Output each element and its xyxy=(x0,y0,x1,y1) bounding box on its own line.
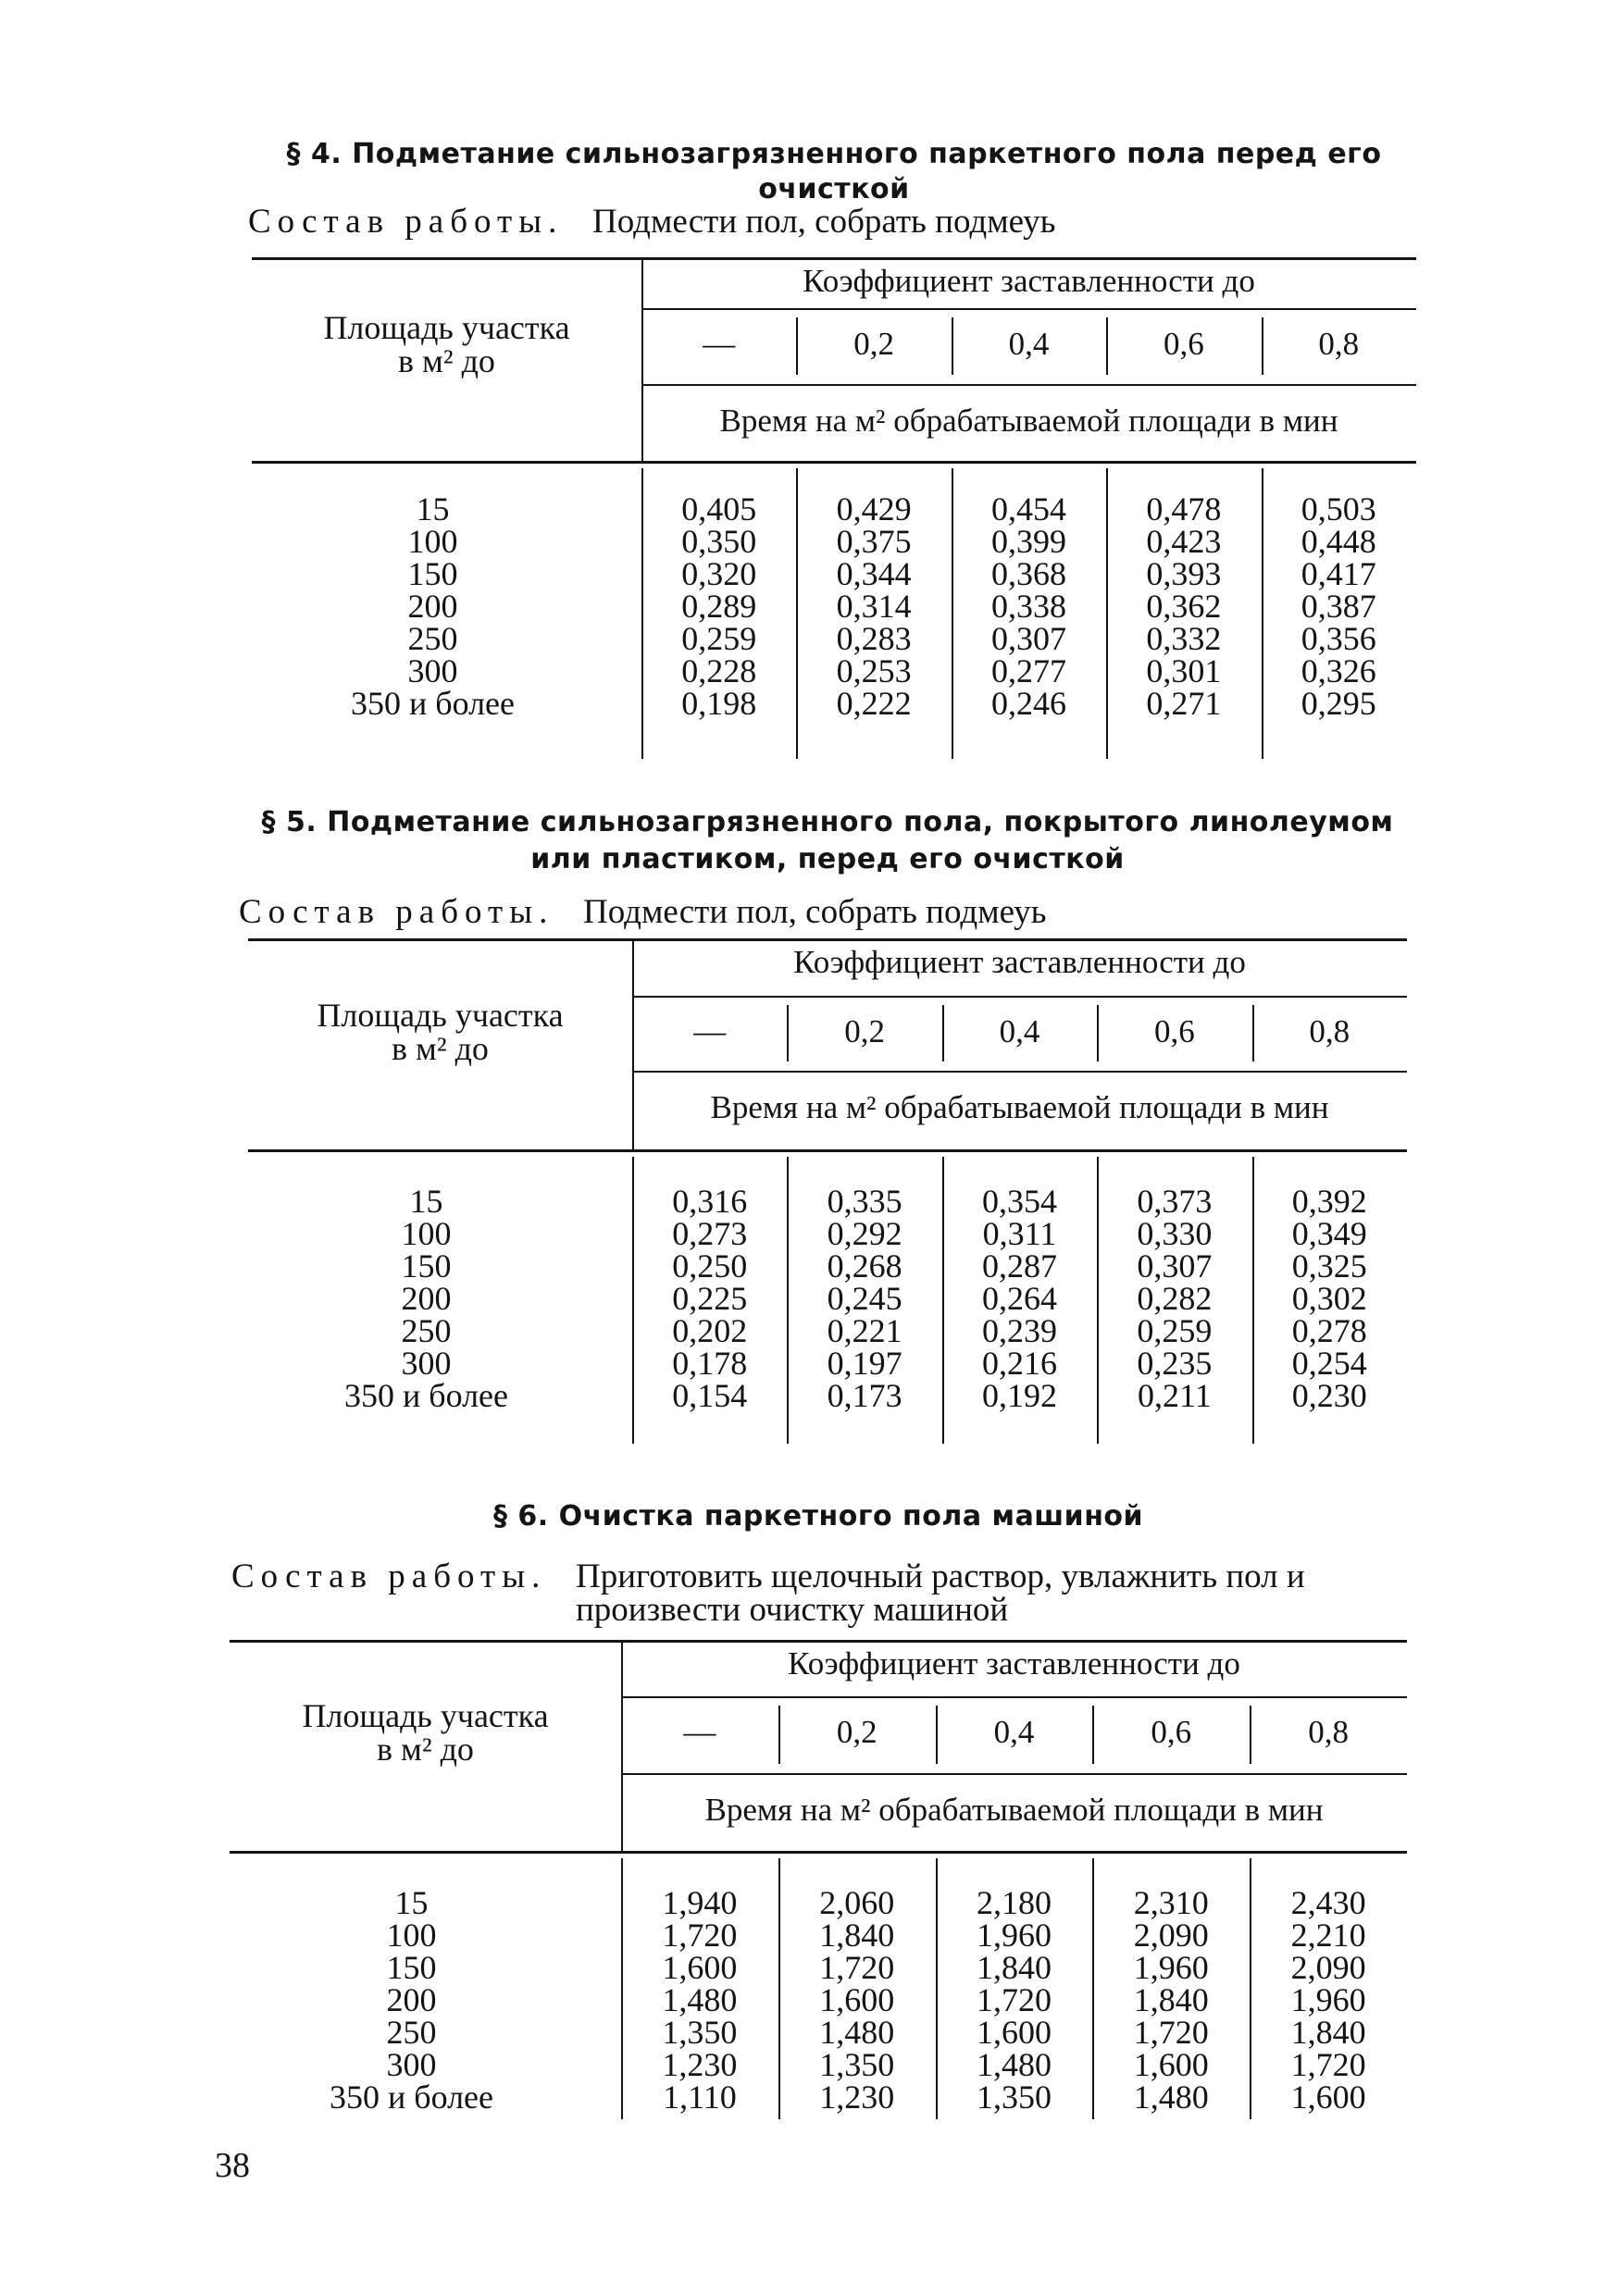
table-cell: 0,283 xyxy=(836,620,912,657)
table-cell: 0,344 xyxy=(836,555,912,592)
table-cell: 1,960 xyxy=(1133,1949,1209,1986)
table-cell: 0,271 xyxy=(1146,685,1222,722)
row-area-label: 15 xyxy=(394,1884,429,1921)
section-title-line-2: или пластиком, перед его очисткой xyxy=(530,843,1125,875)
section-title: § 5. Подметание сильнозагрязненного пола, покрытого линолеумом xyxy=(261,806,1394,838)
row-area-label: 150 xyxy=(386,1949,437,1986)
table-cell: 1,350 xyxy=(819,2046,895,2083)
table-cell: 0,320 xyxy=(681,555,757,592)
coef-column-header: — xyxy=(693,1013,727,1049)
table-cell: 1,600 xyxy=(1133,2046,1209,2083)
table-cell: 2,210 xyxy=(1290,1917,1366,1954)
row-area-label: 100 xyxy=(407,523,458,560)
coef-column-header: 0,6 xyxy=(1154,1013,1195,1049)
table-cell: 0,192 xyxy=(981,1377,1057,1414)
table-cell: 0,405 xyxy=(681,490,757,527)
table-cell: 0,326 xyxy=(1301,652,1376,689)
time-header: Время на м² обрабатываемой площади в мин xyxy=(704,1792,1324,1828)
row-area-label: 250 xyxy=(407,620,458,657)
table-cell: 1,350 xyxy=(976,2079,1052,2116)
area-header: Площадь участка xyxy=(317,997,564,1034)
row-area-label: 350 и более xyxy=(343,1377,509,1414)
table-cell: 0,417 xyxy=(1301,555,1376,592)
work-composition-text: Приготовить щелочный раствор, увлажнить пол и xyxy=(576,1558,1305,1595)
work-composition-text: Подмести пол, собрать подмеуь xyxy=(583,893,1047,931)
coef-columns-rule xyxy=(632,1071,1407,1073)
table-cell: 0,273 xyxy=(672,1215,748,1252)
table-cell: 2,430 xyxy=(1290,1884,1366,1921)
table-cell: 1,350 xyxy=(662,2014,738,2051)
row-area-label: 250 xyxy=(401,1312,452,1349)
row-area-label: 15 xyxy=(409,1183,443,1220)
table-cell: 0,295 xyxy=(1301,685,1376,722)
table-cell: 2,180 xyxy=(976,1884,1052,1921)
area-header: Площадь участка xyxy=(302,1697,549,1734)
coef-header: Коэффициент заставленности до xyxy=(803,263,1255,299)
table-cell: 0,239 xyxy=(981,1312,1057,1349)
table-cell: 2,060 xyxy=(819,1884,895,1921)
coef-column-header: 0,8 xyxy=(1318,326,1360,362)
coef-column-header: 0,4 xyxy=(999,1013,1040,1049)
area-unit: в м² до xyxy=(392,1030,489,1067)
table-cell: 0,325 xyxy=(1291,1247,1367,1285)
table-cell: 1,480 xyxy=(819,2014,895,2051)
row-area-label: 250 xyxy=(386,2014,437,2051)
table-cell: 1,480 xyxy=(976,2046,1052,2083)
table-cell: 0,292 xyxy=(827,1215,902,1252)
table-cell: 0,316 xyxy=(672,1183,748,1220)
table-cell: 0,173 xyxy=(827,1377,902,1414)
coef-column-header: 0,6 xyxy=(1164,326,1204,362)
table-cell: 1,110 xyxy=(663,2079,737,2116)
table-cell: 0,211 xyxy=(1138,1377,1212,1414)
row-area-label: 15 xyxy=(416,490,450,527)
table-cell: 0,448 xyxy=(1301,523,1376,560)
table-cell: 0,314 xyxy=(836,588,912,625)
table-cell: 0,250 xyxy=(672,1247,748,1285)
table-cell: 0,198 xyxy=(681,685,757,722)
table-cell: 0,356 xyxy=(1301,620,1376,657)
work-composition-text-line-2: произвести очистку машиной xyxy=(576,1591,1009,1629)
table-cell: 1,480 xyxy=(662,1981,738,2018)
table-cell: 0,368 xyxy=(990,555,1066,592)
table-cell: 0,503 xyxy=(1301,490,1376,527)
work-composition-label: Состав работы. xyxy=(231,1558,547,1595)
table-cell: 0,375 xyxy=(836,523,912,560)
coef-column-header: 0,2 xyxy=(844,1013,885,1049)
table-cell: 0,282 xyxy=(1137,1280,1213,1317)
table-cell: 0,338 xyxy=(990,588,1066,625)
row-area-label: 300 xyxy=(407,652,458,689)
table-cell: 0,197 xyxy=(827,1345,902,1382)
header-bottom-rule xyxy=(230,1851,1407,1854)
coef-columns-rule xyxy=(621,1773,1407,1775)
row-area-label: 300 xyxy=(401,1345,452,1382)
table-cell: 1,600 xyxy=(662,1949,738,1986)
table-cell: 1,600 xyxy=(1290,2079,1366,2116)
table-cell: 0,268 xyxy=(827,1247,902,1285)
work-composition-text: Подмести пол, собрать подмеуь xyxy=(592,203,1056,241)
table-cell: 0,287 xyxy=(981,1247,1057,1285)
table-cell: 0,332 xyxy=(1146,620,1222,657)
table-cell: 0,221 xyxy=(827,1312,902,1349)
table-cell: 1,480 xyxy=(1133,2079,1209,2116)
table-cell: 1,960 xyxy=(1290,1981,1366,2018)
table-cell: 0,245 xyxy=(827,1280,902,1317)
row-area-label: 200 xyxy=(407,588,458,625)
table-cell: 0,225 xyxy=(672,1280,748,1317)
work-composition-label: Состав работы. xyxy=(248,203,564,241)
table-cell: 0,478 xyxy=(1146,490,1222,527)
table-cell: 0,399 xyxy=(990,523,1066,560)
table-cell: 1,600 xyxy=(819,1981,895,2018)
area-header: Площадь участка xyxy=(323,309,570,346)
table-cell: 0,387 xyxy=(1301,588,1376,625)
table-cell: 0,350 xyxy=(681,523,757,560)
table-cell: 1,720 xyxy=(819,1949,895,1986)
table-cell: 0,235 xyxy=(1137,1345,1213,1382)
table-cell: 1,720 xyxy=(1290,2046,1366,2083)
coef-column-header: — xyxy=(683,1714,716,1750)
coef-header-rule xyxy=(621,1696,1407,1698)
table-cell: 0,259 xyxy=(1137,1312,1213,1349)
table-cell: 0,354 xyxy=(981,1183,1057,1220)
table-cell: 0,222 xyxy=(836,685,912,722)
table-top-rule xyxy=(230,1640,1407,1643)
table-cell: 0,392 xyxy=(1291,1183,1367,1220)
table-cell: 0,289 xyxy=(681,588,757,625)
table-top-rule xyxy=(248,938,1407,941)
table-cell: 0,302 xyxy=(1291,1280,1367,1317)
table-cell: 0,216 xyxy=(981,1345,1057,1382)
table-cell: 0,264 xyxy=(981,1280,1057,1317)
table-cell: 0,362 xyxy=(1146,588,1222,625)
table-cell: 0,454 xyxy=(990,490,1066,527)
row-area-label: 350 и более xyxy=(329,2079,494,2116)
header-bottom-rule xyxy=(248,1149,1407,1152)
table-cell: 2,310 xyxy=(1133,1884,1209,1921)
table-cell: 1,940 xyxy=(662,1884,738,1921)
table-top-rule xyxy=(252,257,1416,260)
row-area-label: 150 xyxy=(407,555,458,592)
table-cell: 1,230 xyxy=(819,2079,895,2116)
area-unit: в м² до xyxy=(398,342,495,379)
table-cell: 1,840 xyxy=(1290,2014,1366,2051)
table-cell: 0,429 xyxy=(836,490,912,527)
table-cell: 1,840 xyxy=(976,1949,1052,1986)
coef-column-header: 0,6 xyxy=(1151,1714,1192,1750)
row-area-label: 300 xyxy=(386,2046,437,2083)
coef-column-header: 0,2 xyxy=(853,326,894,362)
row-area-label: 200 xyxy=(401,1280,452,1317)
table-cell: 0,335 xyxy=(827,1183,902,1220)
table-cell: 0,373 xyxy=(1137,1183,1213,1220)
row-area-label: 150 xyxy=(401,1247,452,1285)
coef-header: Коэффициент заставленности до xyxy=(793,944,1246,980)
table-cell: 0,254 xyxy=(1291,1345,1367,1382)
row-area-label: 100 xyxy=(401,1215,452,1252)
time-header: Время на м² обрабатываемой площади в мин xyxy=(719,403,1338,439)
section-title: § 4. Подметание сильнозагрязненного паркетного пола перед его очисткой xyxy=(286,138,1382,205)
table-cell: 0,202 xyxy=(672,1312,748,1349)
row-area-label: 100 xyxy=(386,1917,437,1954)
coef-columns-rule xyxy=(641,384,1416,386)
table-cell: 0,228 xyxy=(681,652,757,689)
table-cell: 0,277 xyxy=(990,652,1066,689)
table-cell: 1,720 xyxy=(976,1981,1052,2018)
table-cell: 0,330 xyxy=(1137,1215,1213,1252)
row-area-label: 200 xyxy=(386,1981,437,2018)
table-cell: 2,090 xyxy=(1133,1917,1209,1954)
coef-column-header: 0,4 xyxy=(993,1714,1035,1750)
table-cell: 1,720 xyxy=(1133,2014,1209,2051)
time-header: Время на м² обрабатываемой площади в мин xyxy=(710,1089,1329,1125)
table-cell: 1,840 xyxy=(1133,1981,1209,2018)
table-cell: 0,154 xyxy=(672,1377,748,1414)
table-cell: 0,246 xyxy=(990,685,1066,722)
header-bottom-rule xyxy=(252,461,1416,464)
table-cell: 0,178 xyxy=(672,1345,748,1382)
table-cell: 1,230 xyxy=(662,2046,738,2083)
coef-column-header: — xyxy=(703,326,736,362)
table-cell: 0,393 xyxy=(1146,555,1222,592)
table-cell: 1,840 xyxy=(819,1917,895,1954)
table-cell: 0,423 xyxy=(1146,523,1222,560)
coef-header: Коэффициент заставленности до xyxy=(788,1645,1240,1682)
table-cell: 0,311 xyxy=(982,1215,1057,1252)
coef-column-header: 0,4 xyxy=(1008,326,1050,362)
table-cell: 0,301 xyxy=(1146,652,1222,689)
table-cell: 0,278 xyxy=(1291,1312,1367,1349)
work-composition-label: Состав работы. xyxy=(239,893,554,931)
table-cell: 0,349 xyxy=(1291,1215,1367,1252)
row-area-label: 350 и более xyxy=(350,685,516,722)
coef-column-header: 0,8 xyxy=(1308,1714,1349,1750)
coef-column-header: 0,2 xyxy=(836,1714,877,1750)
table-cell: 0,253 xyxy=(836,652,912,689)
section-title: § 6. Очистка паркетного пола машиной xyxy=(492,1500,1144,1533)
table-cell: 1,720 xyxy=(662,1917,738,1954)
table-cell: 0,259 xyxy=(681,620,757,657)
page-number: 38 xyxy=(215,2146,250,2185)
table-cell: 0,307 xyxy=(990,620,1066,657)
table-cell: 2,090 xyxy=(1290,1949,1366,1986)
table-cell: 1,960 xyxy=(976,1917,1052,1954)
table-cell: 1,600 xyxy=(976,2014,1052,2051)
coef-header-rule xyxy=(632,996,1407,998)
table-cell: 0,307 xyxy=(1137,1247,1213,1285)
coef-header-rule xyxy=(641,308,1416,310)
coef-column-header: 0,8 xyxy=(1309,1013,1350,1049)
table-cell: 0,230 xyxy=(1291,1377,1367,1414)
area-unit: в м² до xyxy=(377,1731,474,1768)
